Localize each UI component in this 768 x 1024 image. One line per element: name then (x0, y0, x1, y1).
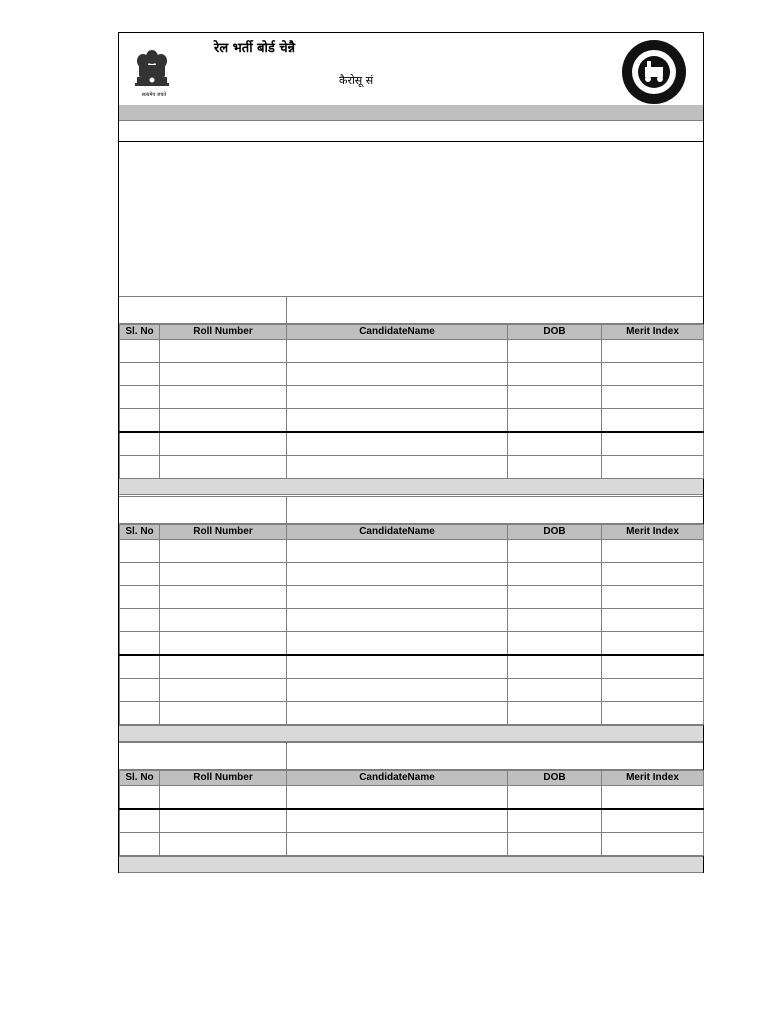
table-header-row (120, 325, 704, 340)
table-row (120, 655, 704, 679)
section-heading-row (119, 496, 703, 524)
col-sl-no: Sl. No (120, 525, 160, 540)
table-row (120, 409, 704, 433)
section-footer-band (119, 725, 703, 742)
table-row (120, 609, 704, 632)
emblem-motto: सत्यमेव जयते (141, 92, 167, 98)
page-header (119, 33, 703, 105)
table-row (120, 702, 704, 725)
table-header-row (120, 525, 704, 540)
table-row (120, 563, 704, 586)
table-row (120, 632, 704, 656)
table-row (120, 679, 704, 702)
table-row (120, 833, 704, 856)
indian-railways-logo-icon (621, 39, 687, 105)
section-footer-band (119, 478, 703, 495)
col-sl-no: Sl. No (120, 325, 160, 340)
col-roll-number: Roll Number (160, 771, 287, 786)
table-row (120, 456, 704, 479)
table-row (120, 809, 704, 833)
col-candidate-name: CandidateName (287, 325, 508, 340)
board-title: रेल भर्ती बोर्ड चेन्नै (214, 41, 296, 56)
table-row (120, 363, 704, 386)
table-row (120, 586, 704, 609)
table-header-row (120, 771, 704, 786)
header-blank-row (119, 120, 703, 141)
section-heading-row (119, 296, 703, 324)
table-row (120, 540, 704, 563)
results-table-3 (119, 770, 704, 856)
section-footer-band (119, 856, 703, 873)
notice-number-label: कैरोसू सं (339, 74, 374, 87)
col-merit-index: Merit Index (602, 325, 704, 340)
col-dob: DOB (508, 771, 602, 786)
results-table-2 (119, 524, 704, 725)
col-dob: DOB (508, 525, 602, 540)
document-page (118, 32, 704, 873)
col-sl-no: Sl. No (120, 771, 160, 786)
table-row (120, 386, 704, 409)
results-table-1 (119, 324, 704, 479)
col-roll-number: Roll Number (160, 325, 287, 340)
col-roll-number: Roll Number (160, 525, 287, 540)
section-heading-row (119, 742, 703, 770)
notice-text-area (119, 141, 703, 297)
table-row (120, 340, 704, 363)
col-candidate-name: CandidateName (287, 525, 508, 540)
table-row (120, 432, 704, 456)
col-merit-index: Merit Index (602, 771, 704, 786)
col-dob: DOB (508, 325, 602, 340)
header-gray-band (119, 105, 703, 120)
table-row (120, 786, 704, 810)
col-candidate-name: CandidateName (287, 771, 508, 786)
col-merit-index: Merit Index (602, 525, 704, 540)
